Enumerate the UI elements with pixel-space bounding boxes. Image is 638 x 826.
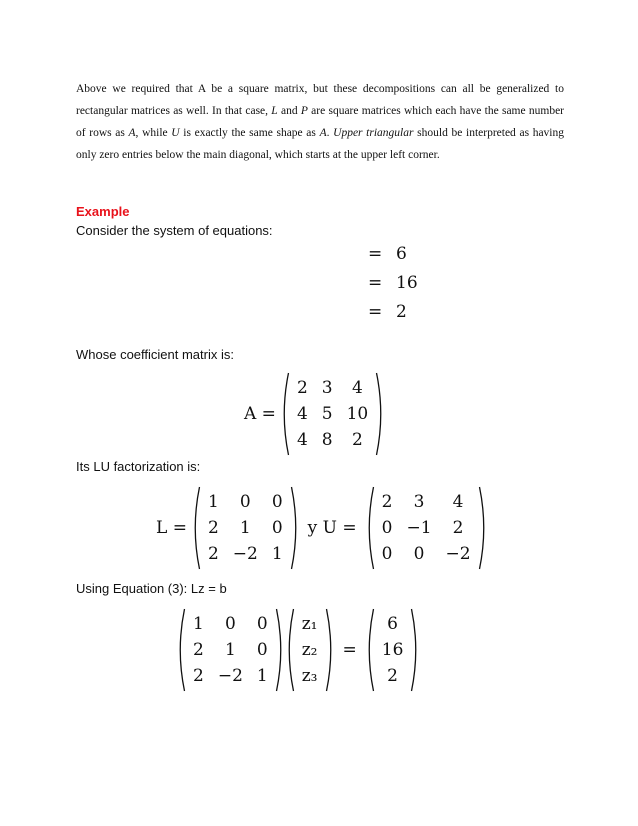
matrix-cell: 4 — [452, 492, 464, 512]
matrix-cell: 4 — [296, 404, 308, 424]
equation-3-label: Using Equation (3): Lz = b — [76, 581, 227, 596]
consider-text: Consider the system of equations: — [76, 223, 273, 238]
matrix-L-lz — [176, 608, 285, 692]
matrix-cell: 0 — [256, 614, 268, 634]
vector-z — [285, 608, 335, 692]
matrix-cell: 16 — [381, 640, 404, 660]
matrix-cell: 0 — [239, 492, 251, 512]
matrix-cell: 6 — [387, 614, 398, 634]
right-paren — [375, 372, 385, 456]
lz-equals: = — [342, 640, 357, 660]
left-paren — [176, 608, 186, 692]
right-paren — [290, 486, 300, 570]
matrix-cell: 2 — [296, 378, 308, 398]
equation-equals: = — [368, 244, 383, 264]
matrix-cell: 1 — [256, 666, 268, 686]
intro-var-A-2: A — [319, 127, 327, 139]
lu-label: Its LU factorization is: — [76, 459, 201, 474]
vector-b — [365, 608, 421, 692]
intro-text-6: . — [326, 127, 334, 139]
matrix-cell: 2 — [193, 640, 204, 660]
matrix-cell: 0 — [413, 544, 425, 564]
matrix-cell: z₂ — [301, 640, 318, 660]
matrix-A-label: A = — [244, 404, 276, 424]
matrix-cell: 3 — [413, 492, 425, 512]
intro-upper-triangular: Upper triangular — [333, 127, 414, 139]
matrix-cell: 3 — [321, 378, 333, 398]
intro-text-4: , while — [135, 127, 172, 139]
intro-text-5: is exactly the same shape as — [179, 127, 320, 139]
matrix-grid — [186, 611, 275, 689]
matrix-grid — [290, 375, 375, 453]
matrix-grid — [201, 489, 290, 567]
matrix-cell: z₃ — [301, 666, 318, 686]
equation-rhs: 16 — [396, 273, 418, 293]
matrix-cell: −2 — [232, 544, 258, 564]
matrix-cell: 2 — [381, 492, 393, 512]
matrix-L — [191, 486, 300, 570]
intro-var-A: A — [128, 127, 136, 139]
intro-text-1: Above we required that A be a square matrix, but these decompositions can all be generalized to rectangular matrices as well. In that case, — [76, 83, 564, 117]
intro-var-U: U — [171, 127, 180, 139]
intro-text-3: are square matrices which each have the same number of rows as — [76, 105, 564, 139]
matrix-cell: 1 — [239, 518, 251, 538]
matrix-cell: 1 — [193, 614, 204, 634]
matrix-cell: z₁ — [301, 614, 318, 634]
equation-rhs: 6 — [396, 244, 407, 264]
coefficient-matrix-block — [244, 372, 385, 456]
matrix-cell: 8 — [321, 430, 333, 450]
intro-text-7: should be interpreted as having only zero entries below the main diagonal, which starts at the upper left corner. — [76, 127, 565, 161]
matrix-cell: 2 — [207, 544, 219, 564]
matrix-A — [280, 372, 385, 456]
left-paren — [365, 486, 375, 570]
intro-text-2: and — [277, 105, 301, 117]
matrix-grid — [375, 489, 478, 567]
right-paren — [275, 608, 285, 692]
matrix-cell: 2 — [452, 518, 464, 538]
coefficient-label: Whose coefficient matrix is: — [76, 347, 234, 362]
intro-paragraph — [76, 78, 564, 166]
matrix-cell: −2 — [445, 544, 471, 564]
matrix-cell: 2 — [352, 430, 363, 450]
matrix-cell: −1 — [406, 518, 432, 538]
right-paren — [325, 608, 335, 692]
equation-equals: = — [368, 273, 383, 293]
intro-var-L: L — [271, 105, 278, 117]
matrix-cell: 0 — [381, 544, 393, 564]
matrix-cell: 2 — [193, 666, 204, 686]
lu-factorization-block — [156, 486, 488, 570]
matrix-U — [365, 486, 488, 570]
left-paren — [365, 608, 375, 692]
matrix-cell: 2 — [207, 518, 219, 538]
matrix-cell: 0 — [256, 640, 268, 660]
matrix-cell: 0 — [224, 614, 236, 634]
equation-rhs: 2 — [396, 302, 407, 322]
lz-equals-b-block — [176, 608, 420, 692]
matrix-cell: 0 — [381, 518, 393, 538]
intro-var-P: P — [300, 105, 308, 117]
matrix-cell: 0 — [271, 492, 283, 512]
equation-equals: = — [368, 302, 383, 322]
matrix-cell: 1 — [224, 640, 236, 660]
left-paren — [285, 608, 295, 692]
matrix-cell: −2 — [217, 666, 243, 686]
left-paren — [280, 372, 290, 456]
matrix-cell: 5 — [321, 404, 333, 424]
example-heading: Example — [76, 204, 130, 219]
matrix-cell: 1 — [207, 492, 219, 512]
matrix-cell: 2 — [387, 666, 398, 686]
matrix-cell: 0 — [271, 518, 283, 538]
right-paren — [410, 608, 420, 692]
matrix-grid — [375, 611, 411, 689]
right-paren — [478, 486, 488, 570]
matrix-L-label: L = — [156, 518, 187, 538]
y-U-equals: y U = — [307, 518, 357, 538]
matrix-cell: 4 — [352, 378, 363, 398]
matrix-grid — [295, 611, 325, 689]
matrix-cell: 4 — [296, 430, 308, 450]
matrix-cell: 10 — [346, 404, 369, 424]
left-paren — [191, 486, 201, 570]
matrix-cell: 1 — [271, 544, 283, 564]
